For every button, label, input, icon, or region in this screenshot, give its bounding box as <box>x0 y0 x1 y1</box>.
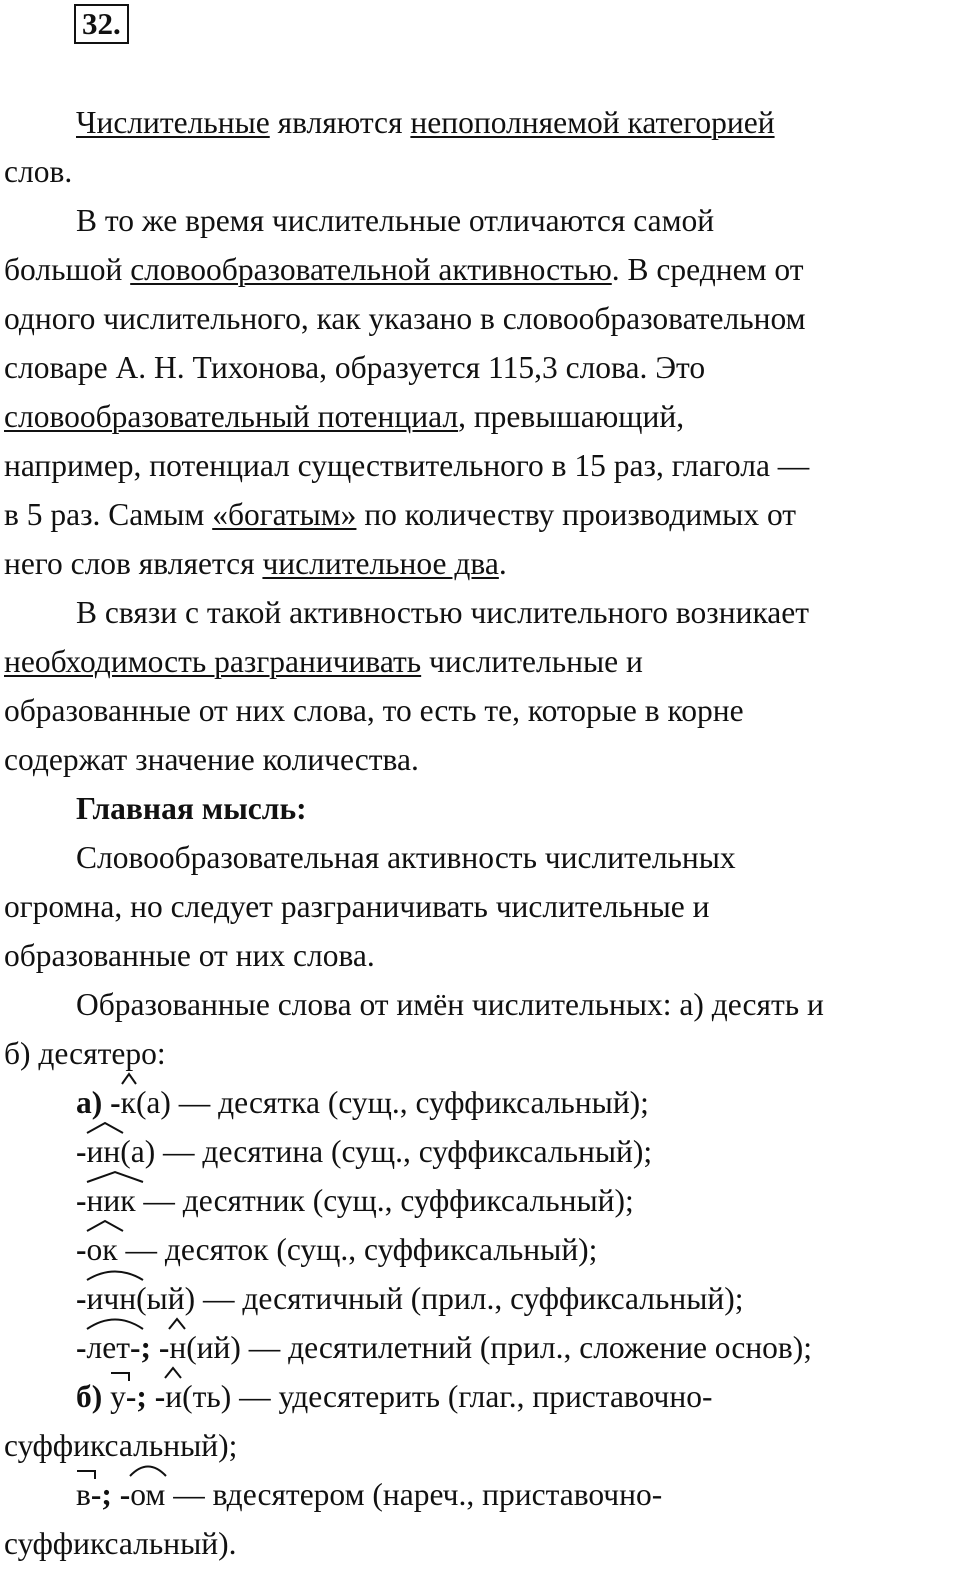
underlined-term: необходимость разграничивать <box>4 644 422 679</box>
underlined-term: непополняемой категорией <box>410 105 775 140</box>
underlined-term: словообразовательный потенциал <box>4 399 459 434</box>
dash: - <box>76 1134 87 1169</box>
suffix-morpheme <box>87 1283 137 1315</box>
prefix-morpheme <box>76 1479 91 1511</box>
derivation-row <box>4 1372 954 1421</box>
paragraph-1 <box>4 98 954 196</box>
text-span: . <box>498 546 507 581</box>
answer-text <box>4 98 954 1568</box>
text-line <box>4 392 954 441</box>
text-line: В связи с такой активностью числительного возникает <box>76 595 810 630</box>
derivation-row <box>4 1225 954 1274</box>
separator: -; - <box>90 1477 131 1512</box>
derivation-row <box>4 1078 954 1127</box>
text-span: (ий) — десятилетний (прил., сложение основ); <box>186 1330 813 1365</box>
text-span: являются <box>269 105 411 140</box>
paragraph-2 <box>4 196 954 588</box>
text-span: большой <box>4 252 131 287</box>
text-line: например, потенциал существительного в 15 раз, глагола — <box>4 448 810 483</box>
text-line <box>4 637 954 686</box>
prefix-mark-icon <box>76 1470 96 1480</box>
morpheme-text: к <box>120 1085 136 1120</box>
morpheme-text: ом <box>130 1477 166 1512</box>
suffix-mark-icon <box>128 1465 168 1477</box>
dash: - <box>76 1183 87 1218</box>
derivation-row <box>4 1470 954 1519</box>
root-mark-icon <box>85 1318 145 1330</box>
dash: - <box>76 1281 87 1316</box>
separator: -; - <box>129 1330 170 1365</box>
main-idea <box>4 784 954 980</box>
underlined-term: «богатым» <box>212 497 357 532</box>
text-line: суффиксальный); <box>4 1428 238 1463</box>
suffix-morpheme <box>87 1234 118 1266</box>
text-span: . В среднем от <box>611 252 804 287</box>
dash: - <box>76 1330 87 1365</box>
derivation-row <box>4 1176 954 1225</box>
text-line: образованные от них слова. <box>4 938 375 973</box>
text-span: (ть) — удесятерить (глаг., приставочно- <box>182 1379 713 1414</box>
paragraph-3 <box>4 588 954 784</box>
prefix-mark-icon <box>110 1372 130 1382</box>
morpheme-text: лет <box>86 1330 130 1365</box>
text-line: огромна, но следует разграничивать числительные и <box>4 889 710 924</box>
suffix-mark-icon <box>85 1269 145 1281</box>
suffix-morpheme <box>87 1185 136 1217</box>
text-line: б) десятеро: <box>4 1036 166 1071</box>
text-line <box>4 539 954 588</box>
derivation-row <box>4 1323 954 1372</box>
task-number: 32. <box>74 4 129 44</box>
main-idea-heading: Главная мысль: <box>76 791 307 826</box>
text-span: числительные и <box>421 644 643 679</box>
text-line <box>4 245 954 294</box>
derivation-row <box>4 1274 954 1323</box>
suffix-mark-icon <box>167 1318 187 1330</box>
suffix-mark-icon <box>85 1122 125 1134</box>
morpheme-text: у <box>110 1379 126 1414</box>
morpheme-text: ник <box>86 1183 136 1218</box>
morpheme-text: н <box>169 1330 187 1365</box>
text-span: — вдесятером (нареч., приставочно- <box>165 1477 663 1512</box>
text-line: слов. <box>4 154 73 189</box>
suffix-morpheme <box>87 1136 121 1168</box>
root-morpheme <box>87 1332 130 1364</box>
text-span: , превышающий, <box>458 399 685 434</box>
text-line: Образованные слова от имён числительных: а) десять и <box>76 987 824 1022</box>
underlined-term: словообразовательной активностью <box>130 252 612 287</box>
suffix-morpheme <box>121 1087 136 1119</box>
derivation-row <box>4 1127 954 1176</box>
underlined-term: Числительные <box>76 105 270 140</box>
suffix-morpheme <box>169 1332 186 1364</box>
prefix-morpheme <box>110 1381 126 1413</box>
dash: - <box>76 1232 87 1267</box>
text-line: В то же время числительные отличаются самой <box>76 203 715 238</box>
morpheme-text: ичн <box>86 1281 137 1316</box>
text-line: Словообразовательная активность числительных <box>76 840 736 875</box>
text-span: (а) — десятина (сущ., суффиксальный); <box>120 1134 653 1169</box>
text-span: по количеству производимых от <box>356 497 797 532</box>
text-span: — десяток (сущ., суффиксальный); <box>117 1232 598 1267</box>
text-span: (ый) — десятичный (прил., суффиксальный); <box>136 1281 744 1316</box>
text-line: одного числительного, как указано в словообразовательном <box>4 301 806 336</box>
separator: -; - <box>125 1379 166 1414</box>
morpheme-text: ок <box>86 1232 118 1267</box>
morpheme-text: и <box>165 1379 183 1414</box>
suffix-mark-icon <box>163 1367 183 1379</box>
text-span: (а) — десятка (сущ., суффиксальный); <box>135 1085 649 1120</box>
list-label: а) <box>76 1085 103 1120</box>
morpheme-text: ин <box>86 1134 121 1169</box>
text-line <box>4 98 954 147</box>
suffix-mark-icon <box>119 1073 139 1085</box>
text-span: в 5 раз. Самым <box>4 497 213 532</box>
suffix-mark-icon <box>85 1220 125 1232</box>
text-line: словаре А. Н. Тихонова, образуется 115,3 слова. Это <box>4 350 706 385</box>
text-line: образованные от них слова, то есть те, которые в корне <box>4 693 744 728</box>
suffix-morpheme <box>130 1479 165 1511</box>
derived-words <box>4 980 954 1568</box>
text-line: суффиксальный). <box>4 1526 237 1561</box>
text-line: содержат значение количества. <box>4 742 419 777</box>
text-span: него слов является <box>4 546 263 581</box>
list-label: б) <box>76 1379 103 1414</box>
dash: - <box>102 1085 121 1120</box>
text-span: — десятник (сущ., суффиксальный); <box>135 1183 634 1218</box>
morpheme-text: в <box>76 1477 91 1512</box>
text-line <box>4 490 954 539</box>
suffix-morpheme <box>165 1381 182 1413</box>
underlined-term: числительное два <box>262 546 499 581</box>
suffix-mark-icon <box>85 1171 145 1183</box>
